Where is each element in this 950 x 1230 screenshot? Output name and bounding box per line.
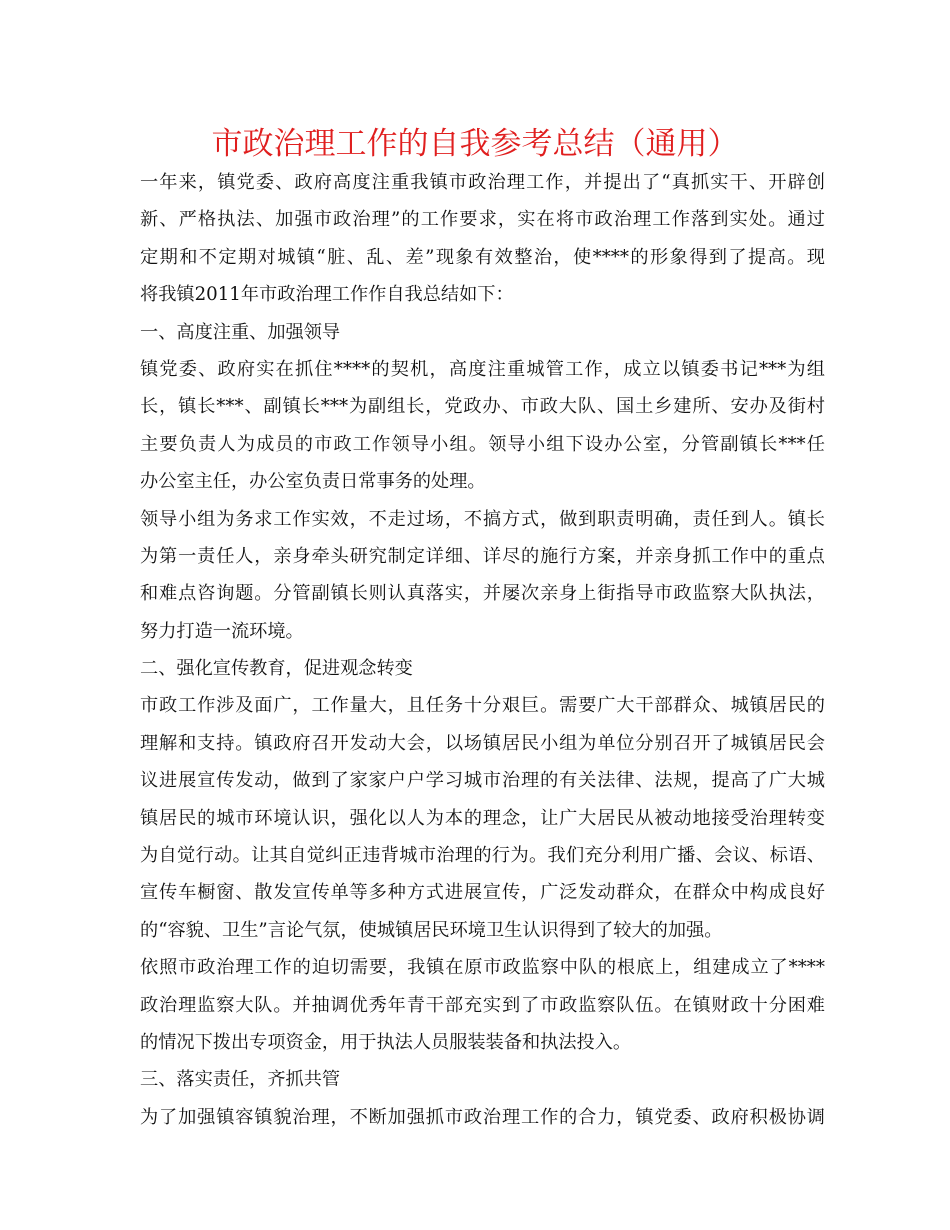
text-line: 镇党委、政府实在抓住****的契机，高度注重城管工作，成立以镇委书记***为组: [140, 358, 825, 380]
text-line: 为了加强镇容镇貌治理，不断加强抓市政治理工作的合力，镇党委、政府积极协调: [140, 1106, 825, 1128]
text-line: 市政工作涉及面广，工作量大，且任务十分艰巨。需要广大干部群众、城镇居民的: [140, 695, 825, 717]
text-line: 为第一责任人，亲身牵头研究制定详细、详尽的施行方案，并亲身抓工作中的重点: [140, 545, 825, 567]
text-line: 的“容貌、卫生”言论气氛，使城镇居民环境卫生认识得到了较大的加强。: [140, 919, 723, 941]
document-body: [140, 164, 825, 1136]
text-line: 一年来，镇党委、政府高度注重我镇市政治理工作，并提出了“真抓实干、开辟创: [140, 172, 825, 193]
text-line: 和难点咨询题。分管副镇长则认真落实，并屡次亲身上街指导市政监察大队执法，: [140, 583, 825, 605]
text-line: 新、严格执法、加强市政治理”的工作要求，实在将市政治理工作落到实处。通过: [140, 209, 825, 231]
text-line: 定期和不定期对城镇“脏、乱、差”现象有效整治，使****的形象得到了提高。现: [140, 246, 825, 268]
text-line: 努力打造一流环境。: [140, 620, 304, 642]
text-line: 理解和支持。镇政府召开发动大会，以场镇居民小组为单位分别召开了城镇居民会: [140, 732, 825, 754]
text-line: 宣传车橱窗、散发宣传单等多种方式进展宣传，广泛发动群众，在群众中构成良好: [140, 882, 825, 904]
text-line: 议进展宣传发动，做到了家家户户学习城市治理的有关法律、法规，提高了广大城: [140, 770, 825, 792]
text-line: 将我镇2011年市政治理工作作自我总结如下：: [140, 284, 514, 306]
text-line: 二、强化宣传教育，促进观念转变: [140, 658, 413, 680]
text-line: 主要负责人为成员的市政工作领导小组。领导小组下设办公室，分管副镇长***任: [140, 433, 825, 455]
text-line: 一、高度注重、加强领导: [140, 321, 341, 343]
text-line: 长，镇长***、副镇长***为副组长，党政办、市政大队、国土乡建所、安办及街村: [140, 396, 825, 418]
text-line: 的情况下拨出专项资金，用于执法人员服装装备和执法投入。: [140, 1031, 632, 1053]
text-line: 为自觉行动。让其自觉纠正违背城市治理的行为。我们充分利用广播、会议、标语、: [140, 845, 825, 867]
text-line: 镇居民的城市环境认识，强化以人为本的理念，让广大居民从被动地接受治理转变: [140, 807, 825, 829]
text-line: 依照市政治理工作的迫切需要，我镇在原市政监察中队的根底上，组建成立了****: [140, 957, 825, 979]
document-title: 市政治理工作的自我参考总结（通用）: [211, 126, 739, 162]
text-line: 办公室主任，办公室负责日常事务的处理。: [140, 471, 486, 493]
text-line: 领导小组为务求工作实效，不走过场，不搞方式，做到职责明确，责任到人。镇长: [140, 508, 825, 530]
text-line: 三、落实责任，齐抓共管: [140, 1069, 341, 1091]
text-line: 政治理监察大队。并抽调优秀年青干部充实到了市政监察队伍。在镇财政十分困难: [140, 994, 825, 1016]
